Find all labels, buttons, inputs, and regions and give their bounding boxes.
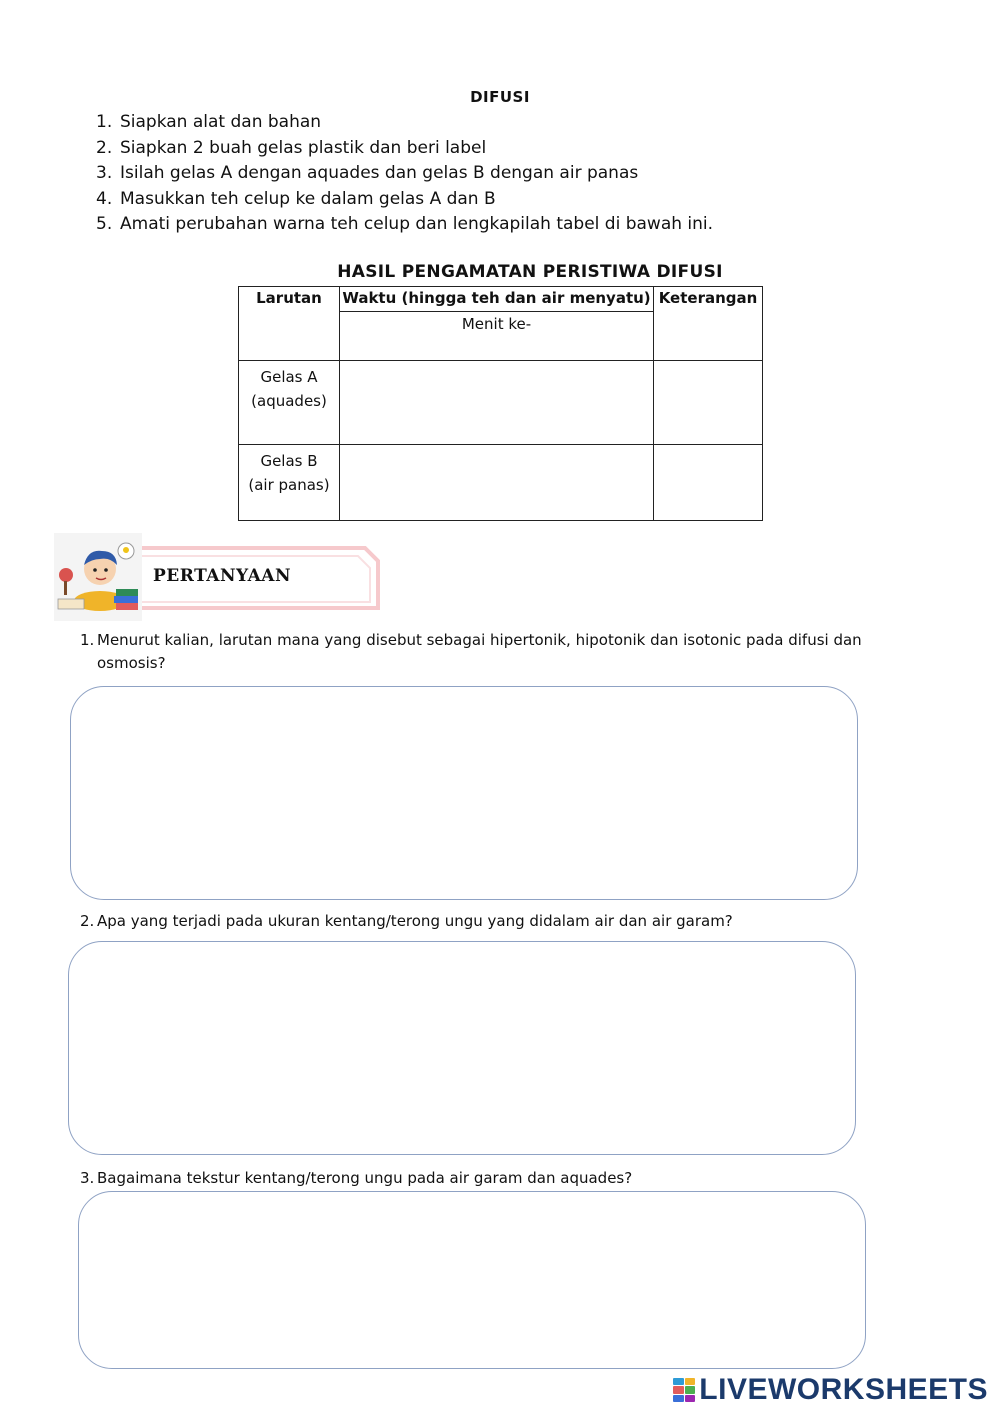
answer-box-2[interactable] — [68, 941, 856, 1155]
header-waktu: Waktu (hingga teh dan air menyatu) — [340, 287, 654, 312]
step-item: 4. Masukkan teh celup ke dalam gelas A dan B — [96, 188, 496, 209]
row-label-gelas-a: Gelas A (aquades) — [239, 361, 340, 445]
watermark-text: LIVEWORKSHEETS — [699, 1373, 988, 1406]
observation-table — [238, 286, 763, 521]
table-row — [239, 445, 763, 521]
student-icon — [54, 533, 142, 621]
step-item: 1. Siapkan alat dan bahan — [96, 112, 322, 132]
question-1: 1. Menurut kalian, larutan mana yang disebut sebagai hipertonik, hipotonik dan isotonic pada difusi dan osmosis? — [80, 631, 862, 672]
answer-box-3[interactable] — [78, 1191, 866, 1369]
table-title: HASIL PENGAMATAN PERISTIWA DIFUSI — [337, 262, 723, 282]
answer-box-1[interactable] — [70, 686, 858, 900]
cell-waktu-gelas-b[interactable] — [340, 445, 654, 521]
liveworksheets-logo-icon — [673, 1378, 695, 1402]
liveworksheets-watermark[interactable] — [673, 1373, 988, 1407]
subheader-menit: Menit ke- — [340, 312, 654, 361]
step-item: 5. Amati perubahan warna teh celup dan lengkapilah tabel di bawah ini. — [96, 214, 714, 234]
row-label-gelas-b: Gelas B (air panas) — [239, 445, 340, 521]
student-studying-illustration — [54, 533, 142, 621]
header-keterangan: Keterangan — [654, 287, 763, 361]
question-2: 2. Apa yang terjadi pada ukuran kentang/terong ungu yang didalam air dan air garam? — [80, 912, 733, 930]
section-label: PERTANYAAN — [153, 566, 291, 586]
cell-waktu-gelas-a[interactable] — [340, 361, 654, 445]
cell-keterangan-gelas-b[interactable] — [654, 445, 763, 521]
cell-keterangan-gelas-a[interactable] — [654, 361, 763, 445]
header-larutan: Larutan — [239, 287, 340, 361]
page-title: DIFUSI — [470, 88, 530, 106]
table-row — [239, 361, 763, 445]
step-item: 3. Isilah gelas A dengan aquades dan gelas B dengan air panas — [96, 163, 639, 183]
question-3: 3. Bagaimana tekstur kentang/terong ungu pada air garam dan aquades? — [80, 1169, 633, 1187]
step-item: 2. Siapkan 2 buah gelas plastik dan beri label — [96, 137, 487, 158]
procedure-steps — [96, 110, 713, 238]
